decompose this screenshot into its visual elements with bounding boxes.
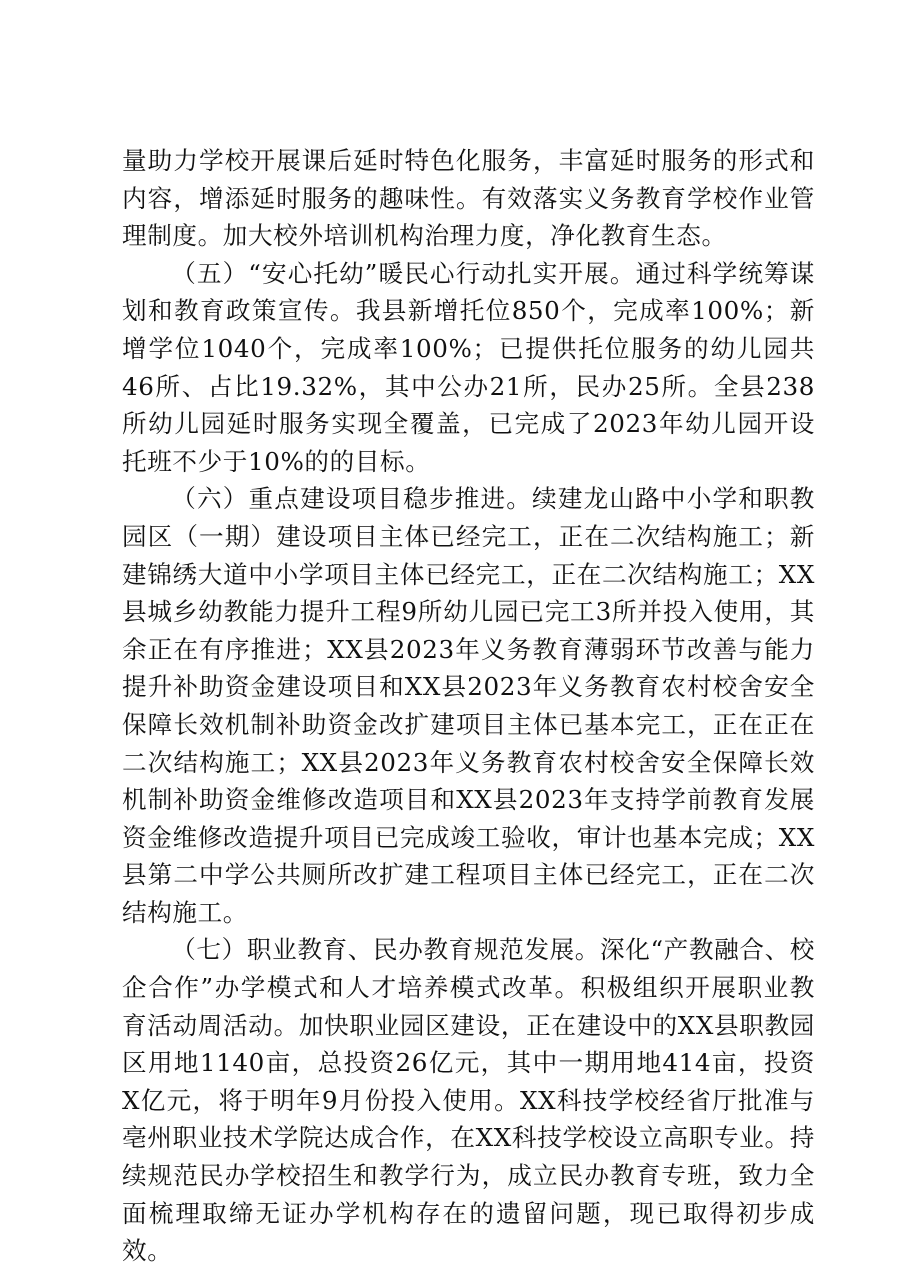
paragraph-section-5 — [122, 255, 815, 481]
document-body — [122, 142, 815, 1270]
paragraph-text: 通过科学统筹谋划和教育政策宣传。我县新增托位850个，完成率100%；新增学位1040个，完成率100%；已提供托位服务的幼儿园共46所、占比19.32%，其中公办21所，民办25所。全县238所幼儿园延时服务实现全覆盖，已完成了2023年幼儿园开设托班不少于10%的的目标。 — [122, 258, 815, 476]
paragraph-section-6 — [122, 480, 815, 931]
paragraph-text: 深化“产教融合、校企合作”办学模式和人才培养模式改革。积极组织开展职业教育活动周活动。加快职业园区建设，正在建设中的XX县职教园区用地1140亩，总投资26亿元，其中一期用地414亩，投资X亿元，将于明年9月份投入使用。XX科技学校经省厅批准与亳州职业技术学院达成合作，在XX科技学校设立高职专业。持续规范民办学校招生和教学行为，成立民办教育专班，致力全面梳理取缔无证办学机构存在的遗留问题，现已取得初步成效。 — [122, 935, 815, 1266]
paragraph-continuation — [122, 142, 815, 255]
paragraph-section-7 — [122, 931, 815, 1269]
paragraph-text: 量助力学校开展课后延时特色化服务，丰富延时服务的形式和内容，增添延时服务的趣味性。有效落实义务教育学校作业管理制度。加大校外培训机构治理力度，净化教育生态。 — [122, 146, 815, 251]
section-heading-7: （七）职业教育、民办教育规范发展。 — [171, 935, 601, 965]
paragraph-text: 续建龙山路中小学和职教园区（一期）建设项目主体已经完工，正在二次结构施工；新建锦绣大道中小学项目主体已经完工，正在二次结构施工；XX县城乡幼教能力提升工程9所幼儿园已完工3所并投入使用，其余正在有序推进；XX县2023年义务教育薄弱环节改善与能力提升补助资金建设项目和XX县2023年义务教育农村校舍安全保障长效机制补助资金改扩建项目主体已基本完工，正在正在二次结构施工；XX县2023年义务教育农村校舍安全保障长效机制补助资金维修改造项目和XX县2023年支持学前教育发展资金维修改造提升项目已完成竣工验收，审计也基本完成；XX县第二中学公共厕所改扩建工程项目主体已经完工，正在二次结构施工。 — [122, 484, 815, 927]
section-heading-6: （六）重点建设项目稳步推进。 — [171, 484, 533, 514]
section-heading-5: （五）“安心托幼”暖民心行动扎实开展。 — [171, 258, 636, 288]
